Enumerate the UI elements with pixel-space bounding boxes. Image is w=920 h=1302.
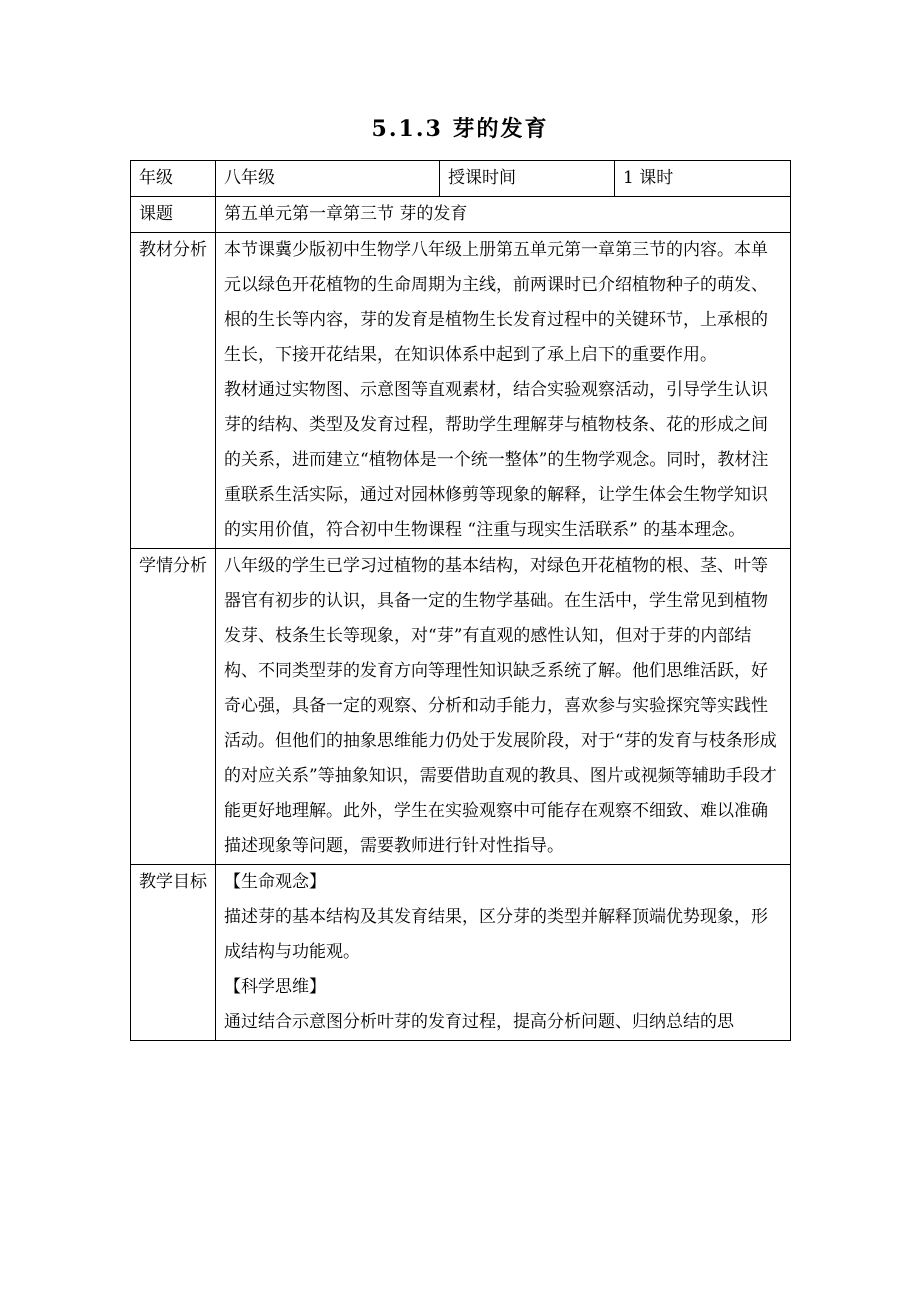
student-analysis-content — [216, 549, 791, 865]
row-student-analysis — [131, 549, 791, 865]
objectives-content — [216, 865, 791, 1041]
lesson-plan-table — [130, 160, 791, 1041]
objective-text: 描述芽的基本结构及其发育结果，区分芽的类型并解释顶端优势现象，形成结构与功能观。 — [224, 907, 768, 962]
material-paragraph: 本节课冀少版初中生物学八年级上册第五单元第一章第三节的内容。本单元以绿色开花植物的生命周期为主线，前两课时已介绍植物种子的萌发、根的生长等内容，芽的发育是植物生长发育过程中的关键环节，上承根的生长，下接开花结果，在知识体系中起到了承上启下的重要作用。 — [224, 240, 768, 365]
objective-text: 通过结合示意图分析叶芽的发育过程，提高分析问题、归纳总结的思 — [224, 1012, 734, 1032]
time-value: 1 课时 — [615, 161, 791, 197]
topic-value: 第五单元第一章第三节 芽的发育 — [216, 197, 791, 233]
document-title: 5.1.3 芽的发育 — [371, 116, 549, 142]
grade-label: 年级 — [131, 161, 216, 197]
objective-heading-scientific-thinking: 【科学思维】 — [224, 977, 326, 997]
student-analysis-label: 学情分析 — [131, 549, 216, 865]
row-topic — [131, 197, 791, 233]
row-objectives — [131, 865, 791, 1041]
row-grade — [131, 161, 791, 197]
objective-heading-life-concept: 【生命观念】 — [224, 872, 326, 892]
student-paragraph: 八年级的学生已学习过植物的基本结构，对绿色开花植物的根、茎、叶等器官有初步的认识，具备一定的生物学基础。在生活中，学生常见到植物发芽、枝条生长等现象，对“芽”有直观的感性认知，但对于芽的内部结构、不同类型芽的发育方向等理性知识缺乏系统了解。他们思维活跃，好奇心强，具备一定的观察、分析和动手能力，喜欢参与实验探究等实践性活动。但他们的抽象思维能力仍处于发展阶段，对于“芽的发育与枝条形成的对应关系”等抽象知识，需要借助直观的教具、图片或视频等辅助手段才能更好地理解。此外，学生在实验观察中可能存在观察不细致、难以准确描述现象等问题，需要教师进行针对性指导。 — [224, 556, 777, 856]
objectives-label: 教学目标 — [131, 865, 216, 1041]
grade-value: 八年级 — [216, 161, 440, 197]
material-paragraph: 教材通过实物图、示意图等直观素材，结合实验观察活动，引导学生认识芽的结构、类型及发育过程，帮助学生理解芽与植物枝条、花的形成之间的关系，进而建立“植物体是一个统一整体”的生物学观念。同时，教材注重联系生活实际，通过对园林修剪等现象的解释，让学生体会生物学知识的实用价值，符合初中生物课程 “注重与现实生活联系” 的基本理念。 — [224, 380, 769, 540]
material-analysis-label: 教材分析 — [131, 233, 216, 549]
topic-label: 课题 — [131, 197, 216, 233]
row-material-analysis — [131, 233, 791, 549]
time-label: 授课时间 — [440, 161, 615, 197]
material-analysis-content — [216, 233, 791, 549]
